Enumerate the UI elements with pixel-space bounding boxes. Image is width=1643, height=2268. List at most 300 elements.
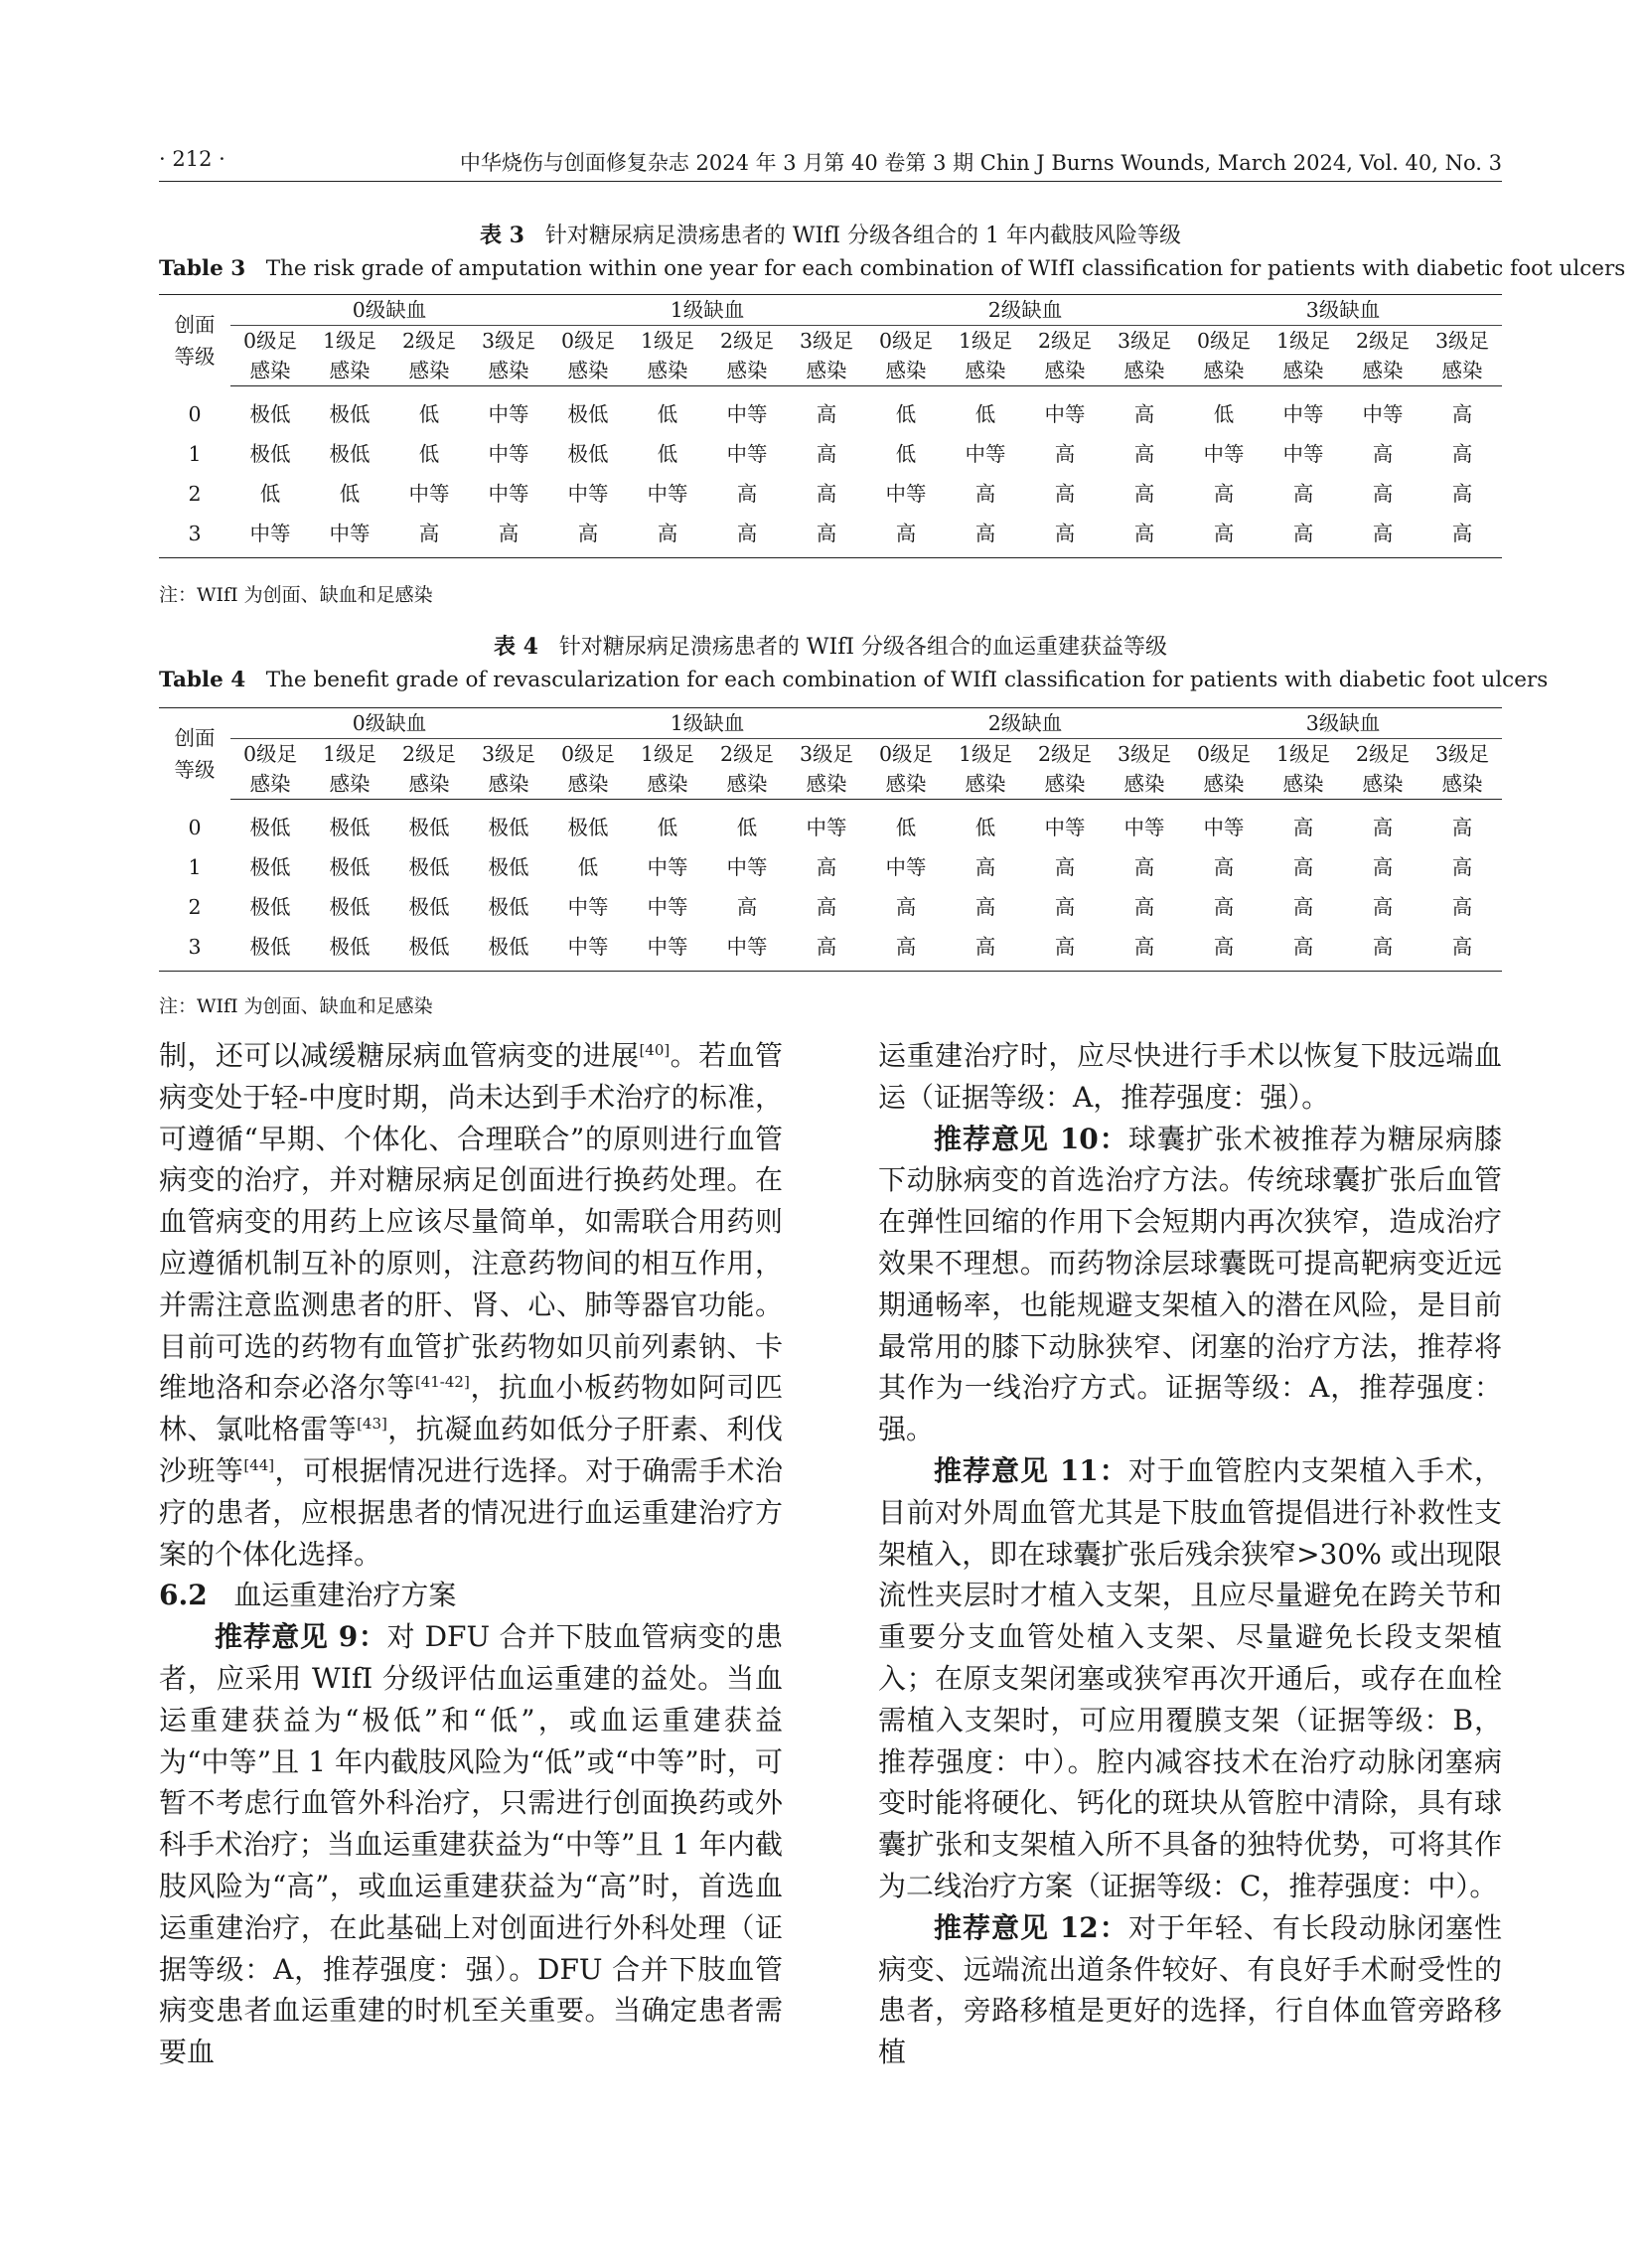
- table3-sub-header-line: 3级足: [1117, 329, 1172, 353]
- table4-cell: 高: [816, 855, 837, 879]
- recommendation-label: 推荐意见 10：: [934, 1122, 1128, 1155]
- table3-cell: 中等: [567, 482, 609, 506]
- table3-row-header: [159, 295, 230, 386]
- table3-sub-header-line: 感染: [249, 359, 291, 382]
- table4-sub-header: [1422, 739, 1502, 800]
- table4-cell: 高: [1264, 927, 1343, 972]
- table4-cell: 高: [1372, 855, 1394, 879]
- table4-cell: 高: [1292, 855, 1314, 879]
- table4-cell: 高: [1213, 855, 1235, 879]
- table3-cell: 高: [1133, 402, 1155, 426]
- table3-row-header-line1: 创面: [174, 312, 216, 337]
- table4-sub-header-line: 2级足: [719, 742, 775, 766]
- table3-cell: 中等: [726, 402, 768, 426]
- table4-sub-header-line: 2级足: [1355, 742, 1411, 766]
- table3-cell: 中等: [488, 442, 529, 466]
- table3-sub-header-line: 感染: [726, 359, 768, 382]
- table3-sub-header-line: 2级足: [719, 329, 775, 353]
- table3-caption-en: The risk grade of amputation within one year for each combination of WIfI classification for patients with diabetic foot ulcers: [265, 256, 1626, 281]
- table3-cell: 低: [418, 442, 440, 466]
- table4-sub-header-line: 3级足: [1117, 742, 1172, 766]
- table3-cell: 中等: [1282, 442, 1324, 466]
- table3-cell: 高: [1133, 442, 1155, 466]
- table3-sub-header-line: 1级足: [958, 329, 1013, 353]
- table3-sub-header-line: 感染: [1044, 359, 1086, 382]
- table4-cell: 极低: [329, 895, 371, 919]
- table3-note: 注：WIfI 为创面、缺血和足感染: [159, 584, 433, 606]
- table3-sub-header: [707, 326, 787, 386]
- table4-title-cn: [159, 630, 1502, 661]
- table4-cell: 高: [1292, 895, 1314, 919]
- table3-sub-header: [310, 326, 389, 386]
- table4-cell: 高: [1213, 895, 1235, 919]
- table3-sub-header-line: 感染: [1203, 359, 1245, 382]
- table3-cell: 极低: [567, 442, 609, 466]
- table3-grade-cell: 0: [188, 401, 202, 426]
- table3-sub-header: [628, 326, 707, 386]
- table3-cell: 中等: [310, 514, 389, 558]
- recommendation-text: 球囊扩张术被推荐为糖尿病膝下动脉病变的首选治疗方法。传统球囊扩张后血管在弹性回缩的作用下会短期内再次狭窄，造成治疗效果不理想。而药物涂层球囊既可提高靶病变近远期通畅率，也能规避支架植入的潜在风险，是目前最常用的膝下动脉狭窄、闭塞的治疗方法，推荐将其作为一线治疗方式。证据等级：A，推荐强度：强。: [878, 1122, 1502, 1446]
- table4-cell: 高: [1292, 816, 1314, 839]
- table4-cell: 中等: [1203, 816, 1245, 839]
- table4-cell: 极低: [310, 927, 389, 972]
- section-heading: [159, 1575, 783, 1616]
- table3-cell: 高: [816, 482, 837, 506]
- table3-sub-header: [469, 326, 548, 386]
- citation-ref: [40]: [639, 1041, 671, 1059]
- table4-sub-header-line: 感染: [408, 772, 450, 796]
- table4-cell: 高: [787, 927, 866, 972]
- table3-row: [159, 386, 1502, 435]
- table3-sub-header-line: 感染: [1441, 359, 1483, 382]
- table4-sub-header: [548, 739, 628, 800]
- table4-grade-cell: 2: [188, 895, 202, 919]
- table4-cell: 高: [895, 895, 917, 919]
- table3-cell: 高: [1451, 402, 1473, 426]
- table4-sub-header-line: 1级足: [322, 742, 377, 766]
- table3-cell: 极低: [329, 442, 371, 466]
- table3-cell: 低: [974, 402, 996, 426]
- table3-cell: 低: [339, 482, 361, 506]
- table4-cell: 极低: [567, 816, 609, 839]
- table4-sub-header-line: 2级足: [401, 742, 457, 766]
- table3-cell: 中等: [488, 482, 529, 506]
- table3-cell: 高: [548, 514, 628, 558]
- table3-sub-header: [1025, 326, 1105, 386]
- table4-cell: 极低: [408, 855, 450, 879]
- table3-sub-header-line: 0级足: [242, 329, 298, 353]
- table3-sub-header-line: 感染: [1282, 359, 1324, 382]
- table3-sub-header-line: 感染: [408, 359, 450, 382]
- recommendation-12: [878, 1907, 1502, 2073]
- journal-citation: 中华烧伤与创面修复杂志 2024 年 3 月第 40 卷第 3 期 Chin J Burns Wounds, March 2024, Vol. 40, No. 3: [459, 151, 1502, 175]
- table4-group-header: 3级缺血: [1184, 708, 1502, 739]
- table3-sub-header-line: 感染: [567, 359, 609, 382]
- table4-cell: 高: [816, 895, 837, 919]
- table3-cell: 中等: [1362, 402, 1404, 426]
- table4-sub-header: [389, 739, 469, 800]
- table4-cell: 极低: [488, 895, 529, 919]
- table3-cell: 中等: [230, 514, 310, 558]
- table4-cell: 高: [1133, 895, 1155, 919]
- table3-cell: 高: [946, 514, 1025, 558]
- paragraph-drug-therapy: [159, 1035, 783, 1575]
- table4-sub-header-line: 感染: [329, 772, 371, 796]
- table4-cell: 高: [1105, 927, 1184, 972]
- table3-sub-header-line: 0级足: [560, 329, 616, 353]
- table3-sub-header: [787, 326, 866, 386]
- table3-sub-header: [1264, 326, 1343, 386]
- table4-cell: 高: [1372, 895, 1394, 919]
- table3-cell: 高: [1054, 482, 1076, 506]
- table3-sub-header-line: 1级足: [322, 329, 377, 353]
- table3-cell: 高: [1054, 442, 1076, 466]
- table4-caption-en: The benefit grade of revascularization for each combination of WIfI classification for patients with diabetic foot ulcers: [265, 668, 1549, 692]
- table4-cell: 中等: [1123, 816, 1165, 839]
- table4-sub-header-line: 3级足: [481, 742, 536, 766]
- table4-sub-header-line: 2级足: [1037, 742, 1093, 766]
- page-number: · 212 ·: [159, 147, 225, 171]
- table3-sub-header: [946, 326, 1025, 386]
- table3-cell: 高: [1213, 482, 1235, 506]
- table3-cell: 高: [816, 442, 837, 466]
- table3-cell: 中等: [965, 442, 1006, 466]
- table3-group-header: 3级缺血: [1184, 295, 1502, 326]
- table4-sub-header-line: 感染: [1123, 772, 1165, 796]
- table3-cell: 中等: [726, 442, 768, 466]
- table4-caption-cn: 针对糖尿病足溃疡患者的 WIfI 分级各组合的血运重建获益等级: [558, 635, 1168, 660]
- table4-row: [159, 927, 1502, 972]
- table4-cell: 高: [1025, 927, 1105, 972]
- table4-cell: 极低: [488, 855, 529, 879]
- table3-cell: 高: [1372, 482, 1394, 506]
- recommendation-9: [159, 1616, 783, 2073]
- table3-sub-header-line: 3级足: [799, 329, 854, 353]
- table4-sub-header-line: 3级足: [1434, 742, 1490, 766]
- table3-cell: 低: [895, 442, 917, 466]
- table3-sub-header-line: 2级足: [1037, 329, 1093, 353]
- text-run: ，抗凝血药如低分子肝素、利伐沙班等: [159, 1413, 783, 1487]
- table4-sub-header: [1264, 739, 1343, 800]
- table4-grade-cell: 0: [188, 815, 202, 839]
- table4-group-header: 0级缺血: [230, 708, 548, 739]
- table3-cell: 极低: [249, 402, 291, 426]
- table3-cell: 中等: [1203, 442, 1245, 466]
- table4-sub-header-line: 1级足: [958, 742, 1013, 766]
- table4-sub-header-line: 感染: [1362, 772, 1404, 796]
- table3-sub-header-line: 1级足: [640, 329, 695, 353]
- table4-sub-header-line: 感染: [1282, 772, 1324, 796]
- table3-cell: 低: [657, 442, 678, 466]
- table3-row: [159, 434, 1502, 474]
- table4-sub-header-line: 0级足: [560, 742, 616, 766]
- table3-cell: 中等: [408, 482, 450, 506]
- table3-sub-header-line: 感染: [885, 359, 927, 382]
- table4-cell: 中等: [885, 855, 927, 879]
- table4-cell: 高: [974, 855, 996, 879]
- table4-label-en: Table 4: [159, 668, 246, 692]
- table4-group-header: 2级缺血: [866, 708, 1184, 739]
- table4-cell: 极低: [249, 855, 291, 879]
- paragraph-continued: 运重建治疗时，应尽快进行手术以恢复下肢远端血运（证据等级：A，推荐强度：强）。: [878, 1039, 1502, 1114]
- table4-sub-header-line: 感染: [1441, 772, 1483, 796]
- table4-sub-header-line: 0级足: [1196, 742, 1252, 766]
- table3-group-header: 2级缺血: [866, 295, 1184, 326]
- table4-row-header: [159, 708, 230, 800]
- table4-sub-header: [946, 739, 1025, 800]
- table4-cell: 高: [946, 927, 1025, 972]
- table3-cell: 中等: [488, 402, 529, 426]
- table4-cell: 中等: [647, 895, 688, 919]
- table3-sub-header-line: 感染: [647, 359, 688, 382]
- table3-sub-header: [1343, 326, 1422, 386]
- table4-cell: 中等: [647, 855, 688, 879]
- table4-cell: 高: [866, 927, 946, 972]
- table3-cell: 高: [1184, 514, 1264, 558]
- table3-cell: 高: [1264, 514, 1343, 558]
- table4-sub-header-line: 0级足: [242, 742, 298, 766]
- table4-sub-header-line: 感染: [965, 772, 1006, 796]
- table4-group-header: 1级缺血: [548, 708, 866, 739]
- table4-grade-cell: 1: [188, 855, 202, 879]
- table4-sub-header-line: 感染: [885, 772, 927, 796]
- table3-cell: 低: [418, 402, 440, 426]
- table3-label-cn: 表 3: [479, 223, 524, 248]
- table3-cell: 高: [469, 514, 548, 558]
- table4-cell: 极低: [249, 816, 291, 839]
- table4-cell: 高: [1451, 855, 1473, 879]
- table3-sub-header-line: 感染: [1123, 359, 1165, 382]
- section-number: 6.2: [159, 1579, 208, 1612]
- table3-sub-header: [1184, 326, 1264, 386]
- text-run: ，可根据情况进行选择。对于确需手术治疗的患者，应根据患者的情况进行血运重建治疗方案的个体化选择。: [159, 1453, 783, 1571]
- table4-cell: 中等: [628, 927, 707, 972]
- table3-group-header: 1级缺血: [548, 295, 866, 326]
- table4-sub-header-line: 3级足: [799, 742, 854, 766]
- table4-cell: 中等: [707, 927, 787, 972]
- table3-caption-cn: 针对糖尿病足溃疡患者的 WIfI 分级各组合的 1 年内截肢风险等级: [544, 224, 1182, 248]
- table4-cell: 极低: [230, 927, 310, 972]
- table3-sub-header-line: 1级足: [1275, 329, 1331, 353]
- table4-grade-cell: 3: [159, 927, 230, 972]
- table4-cell: 高: [1422, 927, 1502, 972]
- table3-cell: 中等: [647, 482, 688, 506]
- table3-sub-header-line: 3级足: [481, 329, 536, 353]
- table3-sub-header: [230, 326, 310, 386]
- table3-sub-header: [389, 326, 469, 386]
- table3-cell: 低: [259, 482, 281, 506]
- table4-sub-header-line: 感染: [249, 772, 291, 796]
- recommendation-label: 推荐意见 9：: [215, 1620, 387, 1654]
- running-header: [159, 147, 1502, 182]
- table3-cell: 高: [707, 514, 787, 558]
- table3-cell: 中等: [885, 482, 927, 506]
- table4-row: [159, 800, 1502, 848]
- table3-grade-cell: 2: [188, 482, 202, 506]
- table4-sub-header: [1343, 739, 1422, 800]
- table3-cell: 低: [895, 402, 917, 426]
- recommendation-text: 对 DFU 合并下肢血管病变的患者，应采用 WIfI 分级评估血运重建的益处。当血运重建获益为“极低”和“低”，或血运重建获益为“中等”且 1 年内截肢风险为“低”或“中等”时，可暂不考虑行血管外科治疗，只需进行创面换药或外科手术治疗；当血运重建获益为“中等”且 1 年内截肢风险为“高”，或血运重建获益为“高”时，首选血运重建治疗，在此基础上对创面进行外科处理（证据等级：A，推荐强度：强）。DFU 合并下肢血管病变患者血运重建的时机至关重要。当确定患者需要血: [159, 1620, 783, 2069]
- table3-cell: 高: [1025, 514, 1105, 558]
- table4-note: 注：WIfI 为创面、缺血和足感染: [159, 995, 433, 1017]
- table3-sub-header: [548, 326, 628, 386]
- table4-row-header-line1: 创面: [174, 725, 216, 750]
- table4-cell: 极低: [488, 816, 529, 839]
- table4-cell: 高: [1343, 927, 1422, 972]
- table4-sub-header: [469, 739, 548, 800]
- table3-sub-header-line: 0级足: [1196, 329, 1252, 353]
- table4-sub-header: [310, 739, 389, 800]
- table3-sub-header-line: 3级足: [1434, 329, 1490, 353]
- table4-cell: 高: [1054, 855, 1076, 879]
- table4-sub-header-line: 1级足: [640, 742, 695, 766]
- table3-sub-header-line: 感染: [965, 359, 1006, 382]
- table3-cell: 高: [974, 482, 996, 506]
- recommendation-label: 推荐意见 11：: [934, 1453, 1128, 1487]
- table3-sub-header-line: 0级足: [878, 329, 934, 353]
- table4-title-en: [159, 668, 1549, 692]
- table4-cell: 极低: [329, 855, 371, 879]
- table4-sub-header: [866, 739, 946, 800]
- table4-cell: 中等: [726, 855, 768, 879]
- table3-row: [159, 514, 1502, 558]
- text-run: 。若血管病变处于轻-中度时期，尚未达到手术治疗的标准，可遵循“早期、个体化、合理联合”的原则进行血管病变的治疗，并对糖尿病足创面进行换药处理。在血管病变的用药上应该尽量简单，如需联合用药则应遵循机制互补的原则，注意药物间的相互作用，并需注意监测患者的肝、肾、心、肺等器官功能。目前可选的药物有血管扩张药物如贝前列素钠、卡维地洛和奈必洛尔等: [159, 1039, 783, 1405]
- table4-cell: 极低: [408, 816, 450, 839]
- table4-sub-header-line: 感染: [567, 772, 609, 796]
- citation-ref: [41-42]: [414, 1373, 470, 1392]
- table4-cell: 中等: [806, 816, 847, 839]
- table3-row-header-line2: 等级: [174, 344, 216, 369]
- table3-cell: 中等: [1282, 402, 1324, 426]
- table3-sub-header-line: 感染: [329, 359, 371, 382]
- table3-cell: 中等: [1044, 402, 1086, 426]
- table4-cell: 极低: [469, 927, 548, 972]
- table3-sub-header-line: 2级足: [401, 329, 457, 353]
- table4-cell: 低: [736, 816, 758, 839]
- table4-cell: 极低: [249, 895, 291, 919]
- table4-cell: 高: [1184, 927, 1264, 972]
- table3-cell: 高: [1105, 514, 1184, 558]
- table4-row-header-line2: 等级: [174, 757, 216, 782]
- table3-cell: 高: [389, 514, 469, 558]
- table3-grade-cell: 1: [188, 442, 202, 466]
- table3-cell: 低: [1213, 402, 1235, 426]
- table3-row: [159, 474, 1502, 514]
- table3-title-cn: [159, 219, 1502, 249]
- table3-cell: 极低: [567, 402, 609, 426]
- table4-sub-header: [230, 739, 310, 800]
- citation-ref: [43]: [357, 1415, 387, 1434]
- table3-cell: 高: [1343, 514, 1422, 558]
- table4-cell: 高: [736, 895, 758, 919]
- body-column-right: [878, 1035, 1502, 2073]
- table3-cell: 高: [1422, 514, 1502, 558]
- table3-cell: 高: [1292, 482, 1314, 506]
- table3-cell: 极低: [329, 402, 371, 426]
- table3-cell: 极低: [249, 442, 291, 466]
- table3-sub-header: [1422, 326, 1502, 386]
- table4-cell: 低: [974, 816, 996, 839]
- table3: [159, 294, 1502, 558]
- table4-sub-header-line: 感染: [488, 772, 529, 796]
- table4-cell: 高: [1451, 895, 1473, 919]
- table4-cell: 极低: [389, 927, 469, 972]
- table4-cell: 高: [974, 895, 996, 919]
- table4-sub-header: [1025, 739, 1105, 800]
- table4-sub-header-line: 感染: [1044, 772, 1086, 796]
- table4-sub-header-line: 感染: [806, 772, 847, 796]
- table4-cell: 中等: [1044, 816, 1086, 839]
- table3-cell: 高: [736, 482, 758, 506]
- text-run: ，抗血小板药物如阿司匹林、氯吡格雷等: [159, 1371, 783, 1446]
- table3-grade-cell: 3: [159, 514, 230, 558]
- recommendation-text: 对于血管腔内支架植入手术，目前对外周血管尤其是下肢血管提倡进行补救性支架植入，即在球囊扩张后残余狭窄>30% 或出现限流性夹层时才植入支架，且应尽量避免在跨关节和重要分支血管处植入支架、尽量避免长段支架植入；在原支架闭塞或狭窄再次开通后，或存在血栓需植入支架时，可应用覆膜支架（证据等级：B，推荐强度：中）。腔内减容技术在治疗动脉闭塞病变时能将硬化、钙化的斑块从管腔中清除，具有球囊扩张和支架植入所不具备的独特优势，可将其作为二线治疗方案（证据等级：C，推荐强度：中）。: [878, 1453, 1502, 1902]
- citation-ref: [44]: [243, 1455, 275, 1474]
- table4-cell: 中等: [548, 927, 628, 972]
- table3-group-header: 0级缺血: [230, 295, 548, 326]
- table4-sub-header: [628, 739, 707, 800]
- table3-cell: 高: [787, 514, 866, 558]
- table3-sub-header-line: 感染: [1362, 359, 1404, 382]
- recommendation-11: [878, 1450, 1502, 1907]
- recommendation-10: [878, 1119, 1502, 1450]
- body-column-left: [159, 1035, 783, 2073]
- table4-sub-header-line: 感染: [1203, 772, 1245, 796]
- table4-row: [159, 847, 1502, 887]
- table4-cell: 中等: [567, 895, 609, 919]
- table4-sub-header-line: 感染: [726, 772, 768, 796]
- text-run: 制，还可以减缓糖尿病血管病变的进展: [159, 1039, 640, 1072]
- table3-title-en: [159, 256, 1626, 281]
- table4-cell: 高: [1054, 895, 1076, 919]
- table4-cell: 低: [895, 816, 917, 839]
- table3-sub-header-line: 感染: [488, 359, 529, 382]
- table3-cell: 高: [1451, 442, 1473, 466]
- table4-sub-header: [1184, 739, 1264, 800]
- table3-sub-header: [1105, 326, 1184, 386]
- table4-cell: 低: [577, 855, 599, 879]
- table4-sub-header-line: 1级足: [1275, 742, 1331, 766]
- table4-sub-header: [787, 739, 866, 800]
- table4: [159, 707, 1502, 972]
- table3-sub-header: [866, 326, 946, 386]
- table3-cell: 高: [866, 514, 946, 558]
- table3-label-en: Table 3: [159, 256, 246, 281]
- table3-cell: 高: [1133, 482, 1155, 506]
- table3-cell: 高: [1372, 442, 1394, 466]
- table3-cell: 高: [816, 402, 837, 426]
- table3-sub-header-line: 2级足: [1355, 329, 1411, 353]
- table4-sub-header-line: 0级足: [878, 742, 934, 766]
- table4-row: [159, 887, 1502, 927]
- table4-sub-header: [707, 739, 787, 800]
- table4-sub-header-line: 感染: [647, 772, 688, 796]
- table4-cell: 高: [1133, 855, 1155, 879]
- table3-cell: 高: [628, 514, 707, 558]
- table4-sub-header: [1105, 739, 1184, 800]
- table4-cell: 高: [1451, 816, 1473, 839]
- table3-cell: 低: [657, 402, 678, 426]
- section-title: 血运重建治疗方案: [233, 1579, 457, 1612]
- table4-cell: 极低: [408, 895, 450, 919]
- table3-sub-header-line: 感染: [806, 359, 847, 382]
- table4-label-cn: 表 4: [493, 634, 538, 660]
- table4-cell: 极低: [329, 816, 371, 839]
- table3-cell: 高: [1451, 482, 1473, 506]
- recommendation-text: 对于年轻、有长段动脉闭塞性病变、远端流出道条件较好、有良好手术耐受性的患者，旁路移植是更好的选择，行自体血管旁路移植: [878, 1910, 1502, 2069]
- table4-cell: 高: [1372, 816, 1394, 839]
- recommendation-label: 推荐意见 12：: [934, 1910, 1128, 1944]
